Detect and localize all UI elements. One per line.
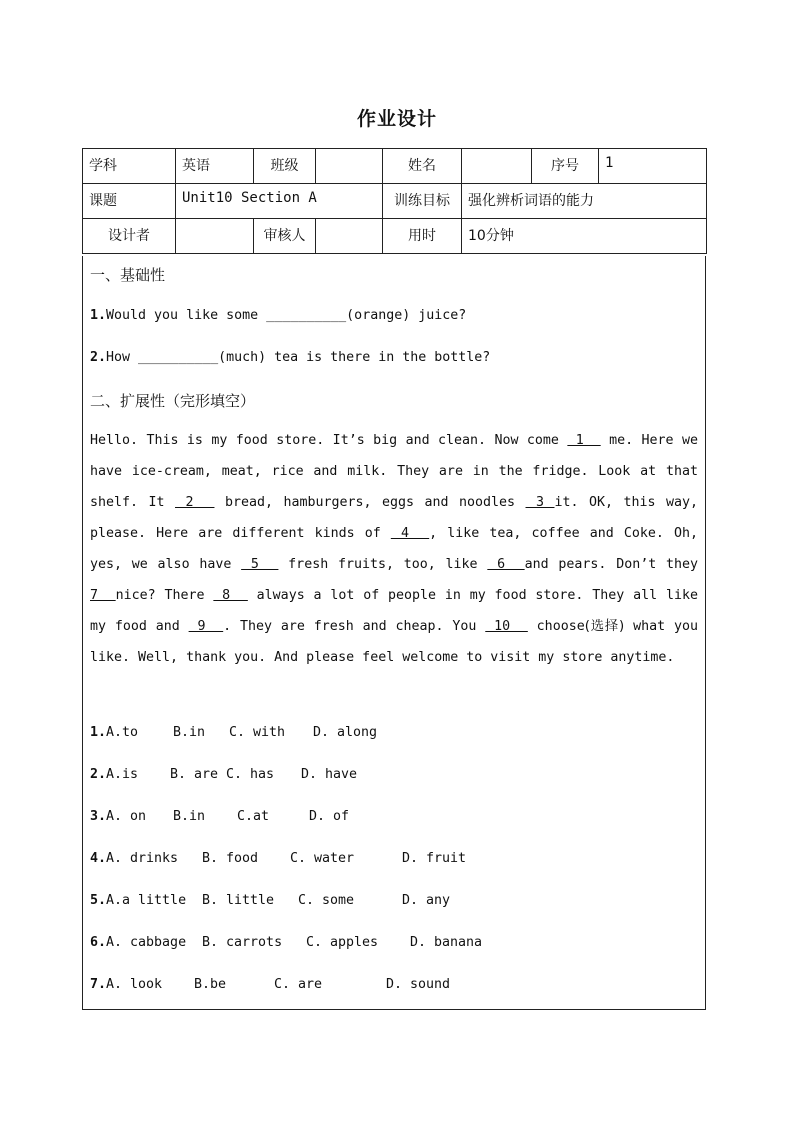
passage-text: always a lot of people in my food store. They all like my food and [90, 588, 698, 634]
page-title: 作业设计 [356, 108, 437, 130]
time-value: 10分钟 [462, 219, 707, 254]
option-row [90, 851, 699, 866]
question-text: How __________(much) tea is there in the bottle? [106, 350, 491, 365]
option-number: 2. [90, 767, 107, 782]
option-row [90, 767, 699, 782]
section2-heading: 二、扩展性（完形填空） [90, 392, 256, 410]
designer-value [176, 219, 254, 254]
passage-text: what you like. Well, thank you. And please feel welcome to visit my store anytime. [90, 619, 698, 665]
option-number: 4. [90, 851, 107, 866]
option-b[interactable]: B. little [202, 893, 275, 908]
option-a[interactable]: A. on [106, 809, 147, 824]
blank-3[interactable]: 3 [525, 495, 555, 510]
option-d[interactable]: D. of [309, 809, 350, 824]
goal-value: 强化辨析词语的能力 [462, 184, 707, 219]
option-number: 7. [90, 977, 107, 992]
passage-text: me. Here we have ice-cream, meat, rice and milk. They are in the fridge. Look at that shelf. It [90, 433, 698, 510]
passage-text: fresh fruits, too, like [278, 557, 488, 572]
option-d[interactable]: D. sound [386, 977, 451, 992]
name-label: 姓名 [383, 149, 462, 184]
blank-10[interactable]: 10 [485, 619, 528, 634]
option-number: 1. [90, 725, 107, 740]
blank-4[interactable]: 4 [390, 526, 430, 541]
passage-text: Hello. This is my food store. It’s big and clean. Now come [90, 433, 568, 448]
goal-label: 训练目标 [383, 184, 462, 219]
serial-label: 序号 [532, 149, 599, 184]
option-a[interactable]: A.a little [106, 893, 187, 908]
option-c[interactable]: C. apples [306, 935, 379, 950]
option-b[interactable]: B.in [173, 725, 206, 740]
exercise-content [82, 256, 706, 1010]
option-number: 5. [90, 893, 107, 908]
option-d[interactable]: D. have [301, 767, 358, 782]
info-table [82, 148, 707, 254]
blank-5[interactable]: 5 [241, 557, 279, 572]
option-number: 3. [90, 809, 107, 824]
option-c[interactable]: C. water [290, 851, 355, 866]
section1-question-1 [90, 308, 699, 323]
section1-question-2 [90, 350, 699, 365]
option-a[interactable]: A. look [106, 977, 163, 992]
subject-label: 学科 [83, 149, 176, 184]
option-c[interactable]: C. has [226, 767, 275, 782]
subject-value: 英语 [176, 149, 254, 184]
designer-label: 设计者 [83, 219, 176, 254]
option-b[interactable]: B. food [202, 851, 259, 866]
option-c[interactable]: C. some [298, 893, 355, 908]
topic-value: Unit10 Section A [176, 184, 383, 219]
question-number: 1. [90, 308, 107, 323]
passage-text: . They are fresh and cheap. You [223, 619, 486, 634]
option-b[interactable]: B.be [194, 977, 227, 992]
option-a[interactable]: A.to [106, 725, 139, 740]
topic-label: 课题 [83, 184, 176, 219]
option-row [90, 893, 699, 908]
option-row [90, 809, 699, 824]
option-row [90, 935, 699, 950]
passage-gloss: (选择) [584, 619, 625, 634]
option-d[interactable]: D. banana [410, 935, 483, 950]
blank-7[interactable]: 7 [90, 588, 116, 603]
option-number: 6. [90, 935, 107, 950]
passage-text: nice? There [115, 588, 214, 603]
passage-text: bread, hamburgers, eggs and noodles [214, 495, 526, 510]
blank-6[interactable]: 6 [487, 557, 525, 572]
option-c[interactable]: C.at [237, 809, 270, 824]
option-row [90, 725, 699, 740]
question-number: 2. [90, 350, 107, 365]
option-a[interactable]: A. drinks [106, 851, 179, 866]
blank-8[interactable]: 8 [213, 588, 248, 603]
option-d[interactable]: D. along [313, 725, 378, 740]
class-label: 班级 [254, 149, 316, 184]
blank-1[interactable]: 1 [567, 433, 601, 448]
passage-text: and pears. Don’t they [524, 557, 698, 572]
option-c[interactable]: C. with [229, 725, 286, 740]
option-b[interactable]: B. carrots [202, 935, 283, 950]
reviewer-label: 审核人 [254, 219, 316, 254]
reviewer-value [316, 219, 383, 254]
option-d[interactable]: D. any [402, 893, 451, 908]
info-row-1 [83, 149, 707, 184]
passage-text: it. OK, this way, please. Here are different kinds of [90, 495, 698, 541]
blank-9[interactable]: 9 [188, 619, 224, 634]
section1-heading: 一、基础性 [90, 266, 166, 284]
option-b[interactable]: B. are [170, 767, 219, 782]
name-value [462, 149, 532, 184]
time-label: 用时 [383, 219, 462, 254]
option-row [90, 977, 699, 992]
passage-text: , like tea, coffee and Coke. Oh, yes, we also have [90, 526, 698, 572]
info-row-2 [83, 184, 707, 219]
option-a[interactable]: A. cabbage [106, 935, 187, 950]
blank-2[interactable]: 2 [175, 495, 215, 510]
option-a[interactable]: A.is [106, 767, 139, 782]
info-row-3 [83, 219, 707, 254]
option-d[interactable]: D. fruit [402, 851, 467, 866]
passage-text: choose [527, 619, 585, 634]
option-b[interactable]: B.in [173, 809, 206, 824]
option-c[interactable]: C. are [274, 977, 323, 992]
cloze-passage [90, 425, 698, 673]
question-text: Would you like some __________(orange) juice? [106, 308, 467, 323]
class-value [316, 149, 383, 184]
serial-value: 1 [599, 149, 707, 184]
